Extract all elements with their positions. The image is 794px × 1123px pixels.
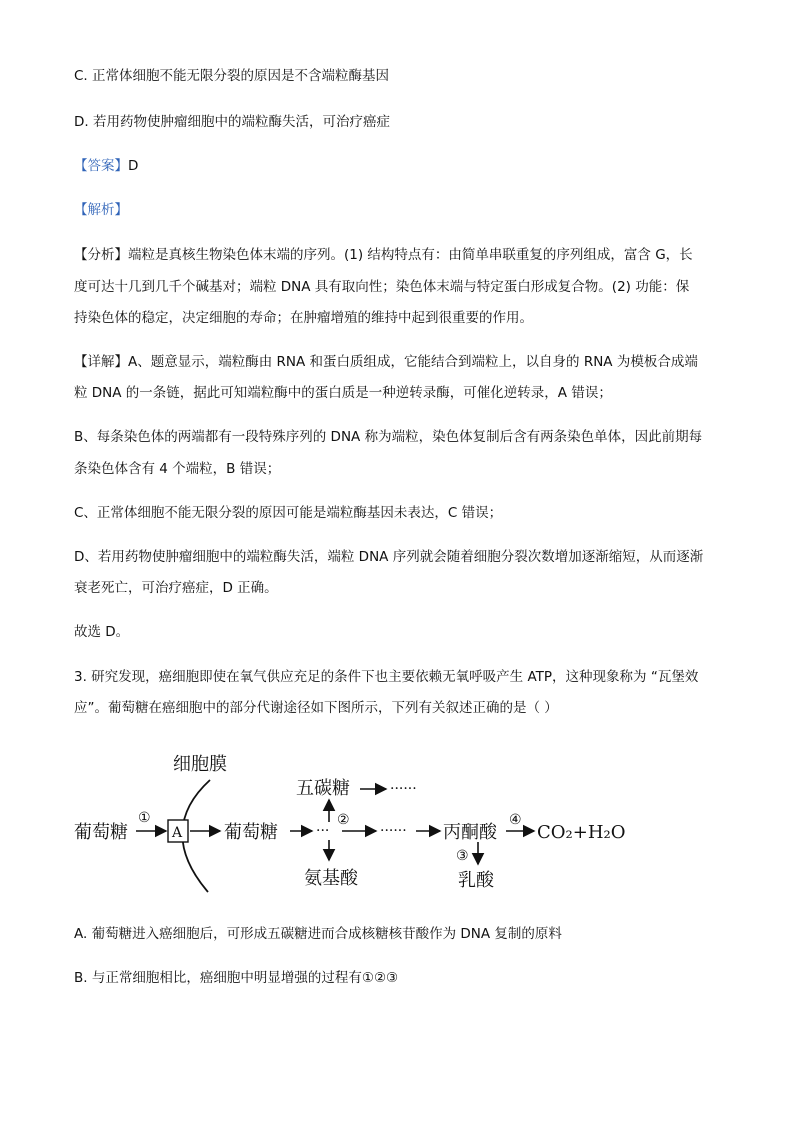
xiangjie-line-2: 粒 DNA 的一条链，据此可知端粒酶中的蛋白质是一种逆转录酶，可催化逆转录，A 错误； [74, 385, 612, 401]
amino-acid-label: 氨基酸 [304, 868, 358, 889]
answer-value: D [128, 158, 139, 174]
answer-tag: 【答案】 [74, 158, 128, 174]
products-label: CO₂+H₂O [537, 822, 626, 843]
xiangjie-line-1 [74, 352, 698, 372]
option-c-top: C. 正常体细胞不能无限分裂的原因是不含端粒酶基因 [74, 68, 390, 84]
question3-option-a: A. 葡萄糖进入癌细胞后，可形成五碳糖进而合成核糖核苷酸作为 DNA 复制的原料 [74, 926, 562, 942]
question3-line-2: 应”。葡萄糖在癌细胞中的部分代谢途径如下图所示，下列有关叙述正确的是（ ） [74, 700, 558, 716]
glucose-outside-label: 葡萄糖 [74, 822, 128, 843]
step-3-label: ③ [456, 848, 469, 864]
fenxi-line-2: 度可达十几到几千个碱基对；端粒 DNA 具有取向性；染色体末端与特定蛋白形成复合物。(2) 功能：保 [74, 279, 690, 295]
explain-b-line-1: B、每条染色体的两端都有一段特殊序列的 DNA 称为端粒，染色体复制后含有两条染色单体，因此前期每 [74, 429, 703, 445]
middle-dots: ······ [380, 823, 407, 839]
xiangjie-text-1: A、题意显示，端粒酶由 RNA 和蛋白质组成，它能结合到端粒上，以自身的 RNA 为模板合成端 [128, 354, 698, 370]
explain-c-line: C、正常体细胞不能无限分裂的原因可能是端粒酶基因未表达，C 错误； [74, 505, 503, 521]
carrier-a-label: A [172, 825, 183, 841]
membrane-label: 细胞膜 [173, 754, 227, 775]
fenxi-line-1 [74, 245, 693, 265]
step-4-label: ④ [509, 812, 522, 828]
branch-dots: ··· [316, 823, 330, 839]
question3-option-b: B. 与正常细胞相比，癌细胞中明显增强的过程有①②③ [74, 970, 399, 986]
fenxi-tag: 【分析】 [74, 247, 128, 263]
explain-b-line-2: 条染色体含有 4 个端粒，B 错误； [74, 461, 281, 477]
glucose-inside-label: 葡萄糖 [224, 822, 278, 843]
step-1-label: ① [138, 810, 151, 826]
pentose-label: 五碳糖 [296, 778, 350, 799]
lactate-label: 乳酸 [458, 870, 494, 891]
explain-d-line-1: D、若用药物使肿瘤细胞中的端粒酶失活，端粒 DNA 序列就会随着细胞分裂次数增加逐渐缩短，从而逐渐 [74, 549, 704, 565]
question3-line-1: 3. 研究发现，癌细胞即使在氧气供应充足的条件下也主要依赖无氧呼吸产生 ATP，这种现象称为 “瓦堡效 [74, 669, 699, 685]
explain-d-line-2: 衰老死亡，可治疗癌症，D 正确。 [74, 580, 278, 596]
conclusion-line: 故选 D。 [74, 624, 130, 640]
option-d-top: D. 若用药物使肿瘤细胞中的端粒酶失活，可治疗癌症 [74, 114, 390, 130]
xiangjie-tag: 【详解】 [74, 354, 128, 370]
analysis-tag: 【解析】 [74, 202, 128, 218]
fenxi-line-3: 持染色体的稳定，决定细胞的寿命；在肿瘤增殖的维持中起到很重要的作用。 [74, 310, 533, 326]
step-2-label: ② [337, 812, 350, 828]
fenxi-text-1: 端粒是真核生物染色体末端的序列。(1) 结构特点有：由简单串联重复的序列组成，富含 G，长 [128, 247, 693, 263]
pentose-dots: ······ [390, 781, 417, 797]
pyruvate-label: 丙酮酸 [443, 822, 497, 843]
analysis-heading [74, 200, 128, 220]
glucose-metabolism-diagram [60, 742, 640, 898]
answer-line [74, 156, 138, 176]
